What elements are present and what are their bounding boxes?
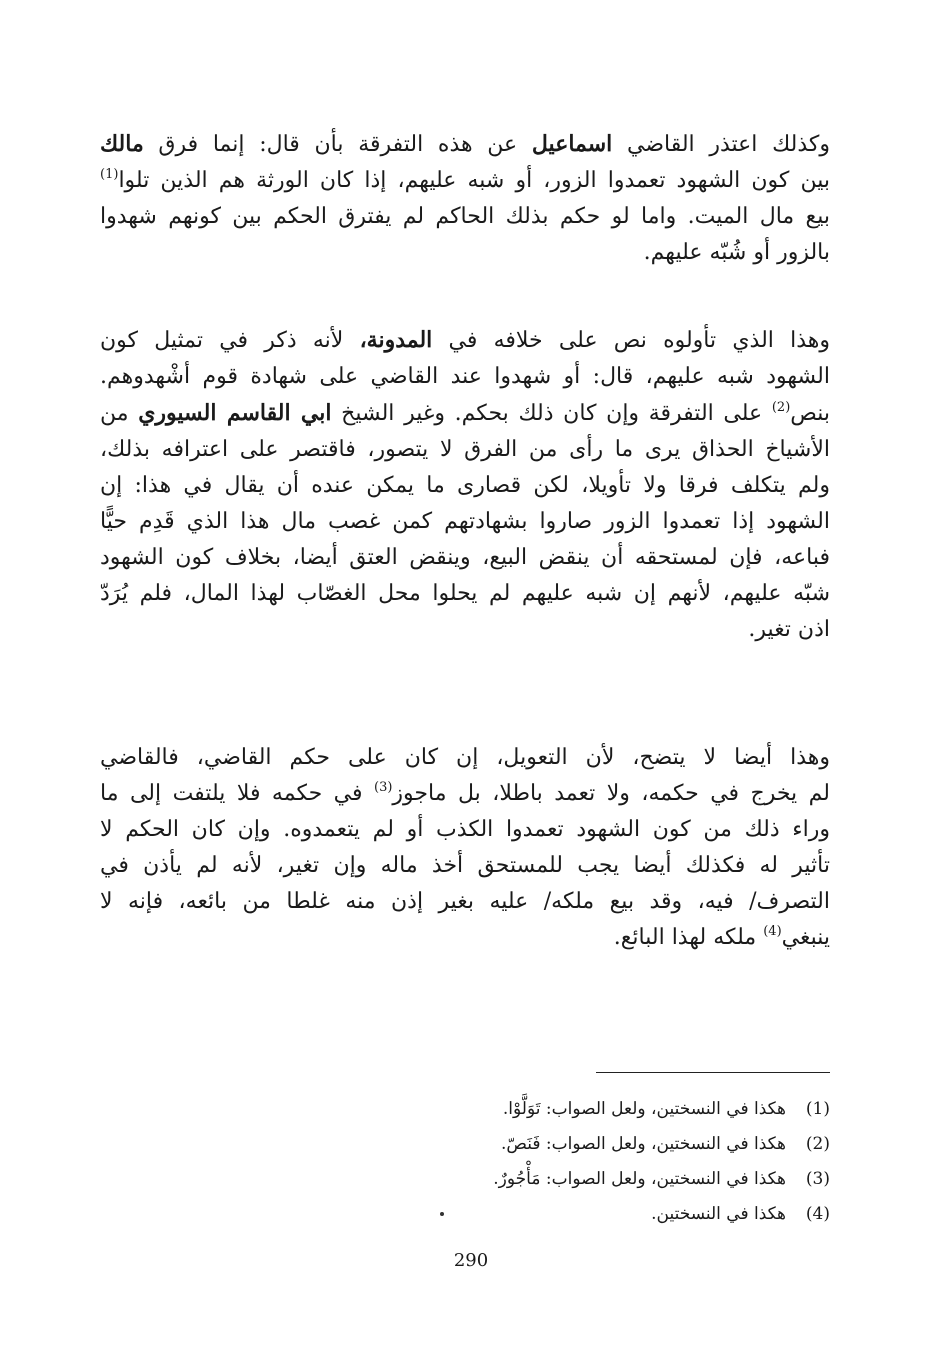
paragraph-2 xyxy=(100,322,830,648)
text-segment: شبّه عليهم، لأنهم إن شبه عليهم لم يحلوا محل الغصّاب لهذا المال، فلم يُرَدّ xyxy=(100,581,830,606)
footnotes-list xyxy=(420,1092,830,1232)
text-segment: بالزور أو شُبّه عليهم. xyxy=(643,240,830,265)
text-line xyxy=(100,359,830,395)
footnote-reference: (2) xyxy=(771,400,791,415)
text-segment: عن هذه التفرقة بأن قال: إنما فرق xyxy=(143,132,532,157)
footnote-text: هكذا في النسختين، ولعل الصواب: تَوَلَّوْا. xyxy=(502,1099,786,1119)
bold-name: مالك xyxy=(100,131,144,157)
bold-name: اسماعيل xyxy=(531,131,613,157)
text-line xyxy=(100,812,830,848)
text-segment: ملكه لهذا البائع. xyxy=(613,925,764,950)
text-line xyxy=(100,576,830,612)
text-segment: الشهود إذا تعمدوا الزور صاروا بشهادتهم كمن غصب مال هذا الذي قَدِم حيًّا xyxy=(100,509,830,534)
text-segment: التصرف/ فيه، وقد بيع ملكه/ عليه بغير إذن منه غلطا من بائعه، فإنه لا xyxy=(100,889,830,914)
footnote-item xyxy=(420,1127,830,1162)
text-segment: اذن تغير. xyxy=(748,617,830,642)
text-segment: بيع مال الميت. واما لو حكم بذلك الحاكم لم يفترق الحكم بين كونهم شهدوا xyxy=(100,204,830,229)
text-segment: وهذا الذي تأولوه نص على خلافه في xyxy=(432,328,830,353)
text-line xyxy=(100,126,830,163)
text-line xyxy=(100,848,830,884)
footnote-text: هكذا في النسختين، ولعل الصواب: مَأْجُورٌ. xyxy=(493,1169,786,1189)
paragraph-1 xyxy=(100,126,830,271)
paragraph-3 xyxy=(100,740,830,956)
text-line xyxy=(100,612,830,648)
text-line xyxy=(100,235,830,271)
text-segment: وكذلك اعتذر القاضي xyxy=(612,132,830,157)
text-line xyxy=(100,920,830,956)
text-segment: على التفرقة وإن كان ذلك بحكم. وغير الشيخ xyxy=(331,401,772,426)
bold-name: ابي القاسم السيوري xyxy=(138,400,332,426)
footnote-number: (2) xyxy=(805,1134,830,1154)
text-line xyxy=(100,199,830,235)
text-segment: تأثير له فكذلك أيضا يجب للمستحق أخذ ماله وإن تغير، لأنه لم يأذن في xyxy=(100,853,830,878)
footnote-item xyxy=(420,1162,830,1197)
page-number: 290 xyxy=(453,1250,489,1271)
text-segment: لأنه ذكر في تمثيل كون xyxy=(100,328,360,353)
text-line xyxy=(100,776,830,812)
text-segment: الشهود شبه عليهم، قال: أو شهدوا عند القاضي على شهادة قوم أشْهدوهم. xyxy=(100,364,830,389)
footnote-text: هكذا في النسختين، ولعل الصواب: فَنَصّ. xyxy=(500,1134,786,1154)
bold-name: المدونة، xyxy=(359,327,433,353)
footnote-item xyxy=(420,1197,830,1232)
text-segment: من xyxy=(100,401,139,426)
text-line xyxy=(100,432,830,468)
text-line xyxy=(100,468,830,504)
text-segment: بنص xyxy=(790,401,830,426)
text-segment: لم يخرج في حكمه، ولا تعمد باطلا، بل ماجوز xyxy=(392,781,830,806)
footnote-number: (4) xyxy=(805,1204,830,1224)
footnote-divider xyxy=(596,1072,830,1073)
text-segment: وراء ذلك من كون الشهود تعمدوا الكذب أو لم يتعمدوه. وإن كان الحكم لا xyxy=(100,817,830,842)
text-segment: فباعه، فإن لمستحقه أن ينقض البيع، وينقض العتق أيضا، بخلاف كون الشهود xyxy=(100,545,830,570)
text-segment: بين كون الشهود تعمدوا الزور، أو شبه عليهم، إذا كان الورثة هم الذين تلوا xyxy=(118,168,830,193)
text-segment: وهذا أيضا لا يتضح، لأن التعويل، إن كان على حكم القاضي، فالقاضي xyxy=(100,745,830,770)
footnote-reference: (1) xyxy=(100,167,119,182)
text-line xyxy=(100,540,830,576)
text-line xyxy=(100,740,830,776)
text-segment: في حكمه فلا يلتفت إلى ما xyxy=(100,781,374,806)
footnote-number: (3) xyxy=(805,1169,830,1189)
text-line xyxy=(100,504,830,540)
text-segment: ينبغي xyxy=(781,925,830,950)
text-line xyxy=(100,322,830,359)
text-line xyxy=(100,163,830,199)
footnote-text: هكذا في النسختين. xyxy=(651,1204,786,1224)
text-segment: الأشياخ الحذاق يرى ما رأى من الفرق لا يتصور، فاقتصر على اعترافه بذلك، xyxy=(100,437,830,462)
text-line xyxy=(100,395,830,432)
scan-speck xyxy=(440,1212,444,1216)
text-line xyxy=(100,884,830,920)
footnote-reference: (4) xyxy=(763,924,782,939)
text-segment: ولم يتكلف فرقا ولا تأويلا، لكن قصارى ما يمكن عنده أن يقال في هذا: إن xyxy=(100,473,830,498)
footnote-item xyxy=(420,1092,830,1127)
footnote-number: (1) xyxy=(805,1099,830,1119)
footnote-reference: (3) xyxy=(373,780,393,795)
